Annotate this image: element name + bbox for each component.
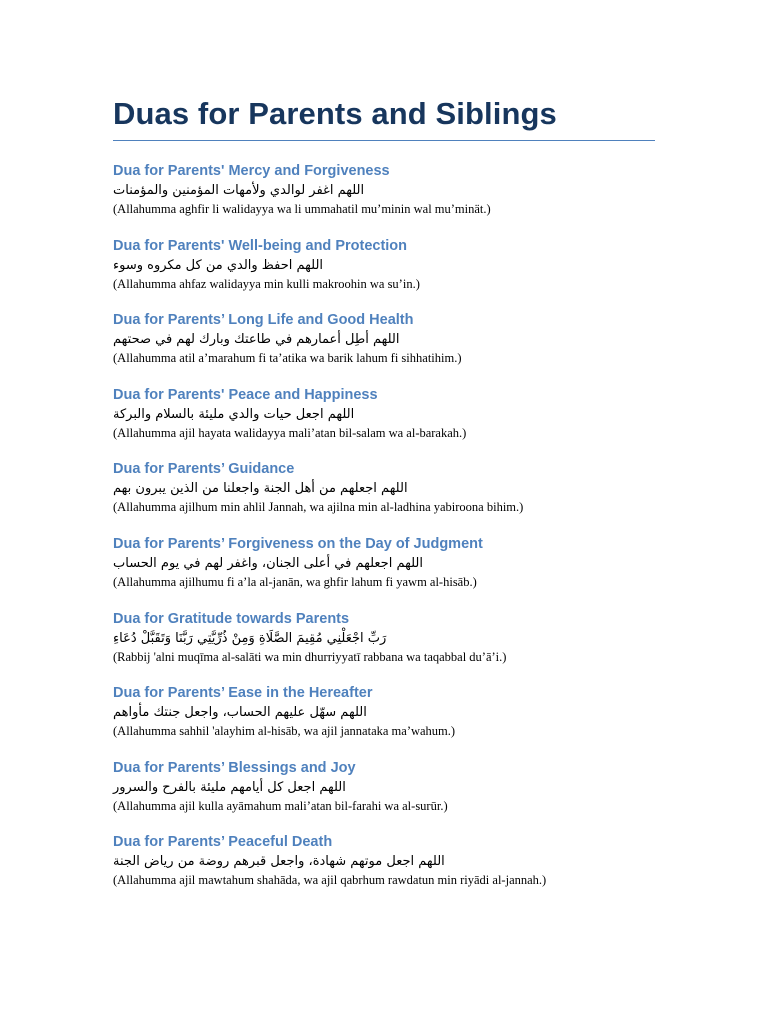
dua-arabic-text: اللهم سهّل عليهم الحساب، واجعل جنتك مأواهم <box>113 705 367 721</box>
dua-list <box>113 161 655 907</box>
dua-heading: Dua for Parents’ Long Life and Good Health <box>113 312 414 329</box>
dua-heading: Dua for Parents’ Blessings and Joy <box>113 759 356 776</box>
dua-arabic-text: رَبِّ اجْعَلْنِي مُقِيمَ الصَّلَاةِ وَمِنْ ذُرِّيَّتِي رَبَّنَا وَتَقَبَّلْ دُعَاءِ <box>113 630 387 646</box>
document-page <box>113 92 655 907</box>
dua-section <box>113 385 655 460</box>
dua-transliteration: (Allahumma ahfaz walidayya min kulli makroohin wa su’in.) <box>113 276 420 291</box>
dua-transliteration: (Allahumma aghfir li walidayya wa li ummahatil mu’minin wal mu’minät.) <box>113 202 491 216</box>
dua-section <box>113 758 655 833</box>
dua-heading: Dua for Parents’ Ease in the Hereafter <box>113 685 373 702</box>
dua-section <box>113 609 655 684</box>
dua-transliteration: (Allahumma atil a’marahum fi ta’atika wa barik lahum fi sihhatihim.) <box>113 351 462 366</box>
dua-heading: Dua for Parents’ Forgiveness on the Day of Judgment <box>113 535 483 552</box>
dua-heading: Dua for Parents’ Peaceful Death <box>113 834 333 851</box>
dua-arabic-text: اللهم أطِل أعمارهم في طاعتك وبارك لهم في صحتهم <box>113 332 400 348</box>
dua-heading: Dua for Parents' Well-being and Protection <box>113 237 408 254</box>
dua-section <box>113 459 655 534</box>
dua-section <box>113 832 655 907</box>
dua-section <box>113 236 655 311</box>
dua-section <box>113 683 655 758</box>
dua-transliteration: (Allahumma ajilhum min ahlil Jannah, wa ajilna min al-ladhina yabiroona bihim.) <box>113 500 524 515</box>
dua-section <box>113 161 655 236</box>
dua-arabic-text: اللهم اجعل كل أيامهم مليئة بالفرح والسرور <box>113 779 346 795</box>
dua-transliteration: (Allahumma sahhil 'alayhim al-hisāb, wa ajil jannataka ma’wahum.) <box>113 724 456 739</box>
dua-transliteration: (Rabbij 'alni muqīma al-salāti wa min dhurriyyatī rabbana wa taqabbal du’ā’i.) <box>113 649 507 664</box>
dua-section <box>113 310 655 385</box>
dua-arabic-text: اللهم اغفر لوالدي ولأمهات المؤمنين والمؤمنات <box>113 183 365 198</box>
dua-transliteration: (Allahumma ajil mawtahum shahāda, wa ajil qabrhum rawdatun min riyādi al-jannah.) <box>113 873 547 888</box>
dua-arabic-text: اللهم اجعل حيات والدي مليئة بالسلام والبركة <box>113 406 355 422</box>
dua-heading: Dua for Parents' Mercy and Forgiveness <box>113 163 390 179</box>
dua-arabic-text: اللهم اجعلهم في أعلى الجنان، واغفر لهم في يوم الحساب <box>113 555 423 571</box>
dua-section <box>113 534 655 609</box>
dua-transliteration: (Allahumma ajil kulla ayāmahum mali’atan bil-farahi wa al-surūr.) <box>113 798 448 813</box>
page-title: Duas for Parents and Siblings <box>113 92 655 141</box>
dua-heading: Dua for Gratitude towards Parents <box>113 610 350 627</box>
dua-arabic-text: اللهم اجعل موتهم شهادة، واجعل قبرهم روضة من رياض الجنة <box>113 854 445 870</box>
dua-heading: Dua for Parents’ Guidance <box>113 461 295 478</box>
dua-transliteration: (Allahumma ajil hayata walidayya mali’atan bil-salam wa al-barakah.) <box>113 425 467 440</box>
dua-arabic-text: اللهم اجعلهم من أهل الجنة واجعلنا من الذين يبرون بهم <box>113 481 408 497</box>
dua-heading: Dua for Parents' Peace and Happiness <box>113 386 378 403</box>
dua-arabic-text: اللهم احفظ والدي من كل مكروه وسوء <box>113 257 324 273</box>
dua-transliteration: (Allahumma ajilhumu fi a’la al-janān, wa ghfir lahum fi yawm al-hisāb.) <box>113 574 477 589</box>
